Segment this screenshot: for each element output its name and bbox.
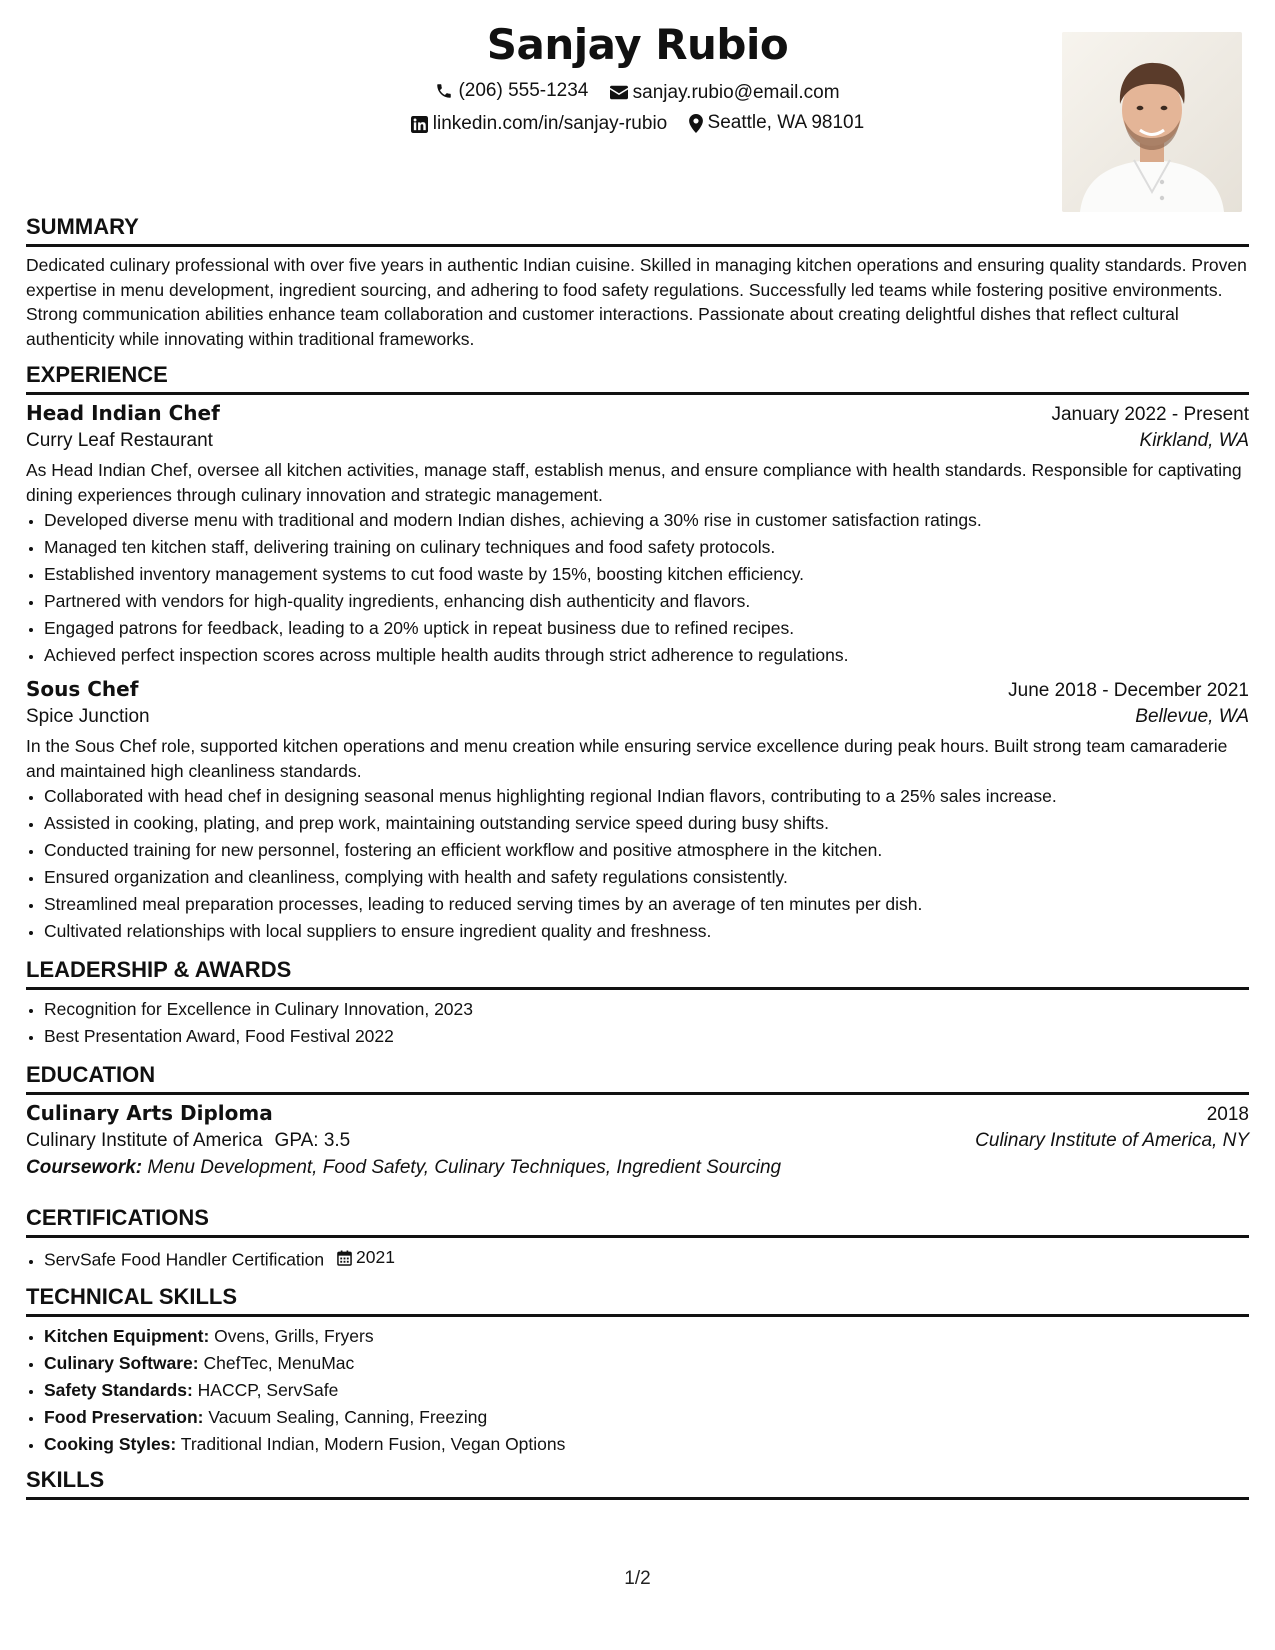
job-description: In the Sous Chef role, supported kitchen operations and menu creation while ensuring service excellence during peak hours. Built strong team camaraderie and maintained high cleanliness standards. [26,736,1228,781]
job-entry [26,401,1249,669]
list-item: • Streamlined meal preparation processes, leading to reduced serving times by an average of ten minutes per dish. [44,891,1249,918]
skill-label: Culinary Software: [44,1353,199,1373]
email-text: sanjay.rubio@email.com [632,81,840,103]
job-dates: January 2022 - Present [1051,404,1249,425]
skill-label: Cooking Styles: [44,1434,177,1454]
certification-date [337,1244,395,1271]
skills-heading: SKILLS [26,1467,1249,1500]
list-item: • Ensured organization and cleanliness, complying with health and safety regulations consistently. [44,864,1249,891]
job-company: Spice Junction [26,706,150,727]
job-entry [26,677,1249,945]
summary-section [26,214,1249,351]
location-text: Seattle, WA 98101 [707,112,865,133]
job-bullets [26,783,1249,945]
job-company-row [26,430,1249,452]
linkedin-icon [411,116,428,133]
skill-label: Kitchen Equipment: [44,1326,210,1346]
job-bullets [26,507,1249,669]
technical-skills-list [26,1323,1249,1458]
list-item: • Best Presentation Award, Food Festival 2022 [44,1023,1249,1050]
skill-value: ChefTec, MenuMac [203,1353,355,1373]
list-item: • Achieved perfect inspection scores across multiple health audits through strict adherence to regulations. [44,642,1249,669]
location-contact [689,112,865,134]
phone-contact [435,80,588,102]
certifications-heading: CERTIFICATIONS [26,1205,1249,1238]
summary-text: Dedicated culinary professional with over five years in authentic Indian cuisine. Skilled in managing kitchen operations and ensuring quality standards. Proven expertise in menu development, ingredient sourcing, and adhering to food safety regulations. Successfully led teams while fostering positive environments. Strong communication abilities enhance team collaboration and customer interactions. Passionate about creating delightful dishes that reflect cultural authenticity while innovating within traditional frameworks. [26,255,1247,349]
page-number: 1/2 [624,1568,651,1589]
profile-photo [1062,32,1242,212]
map-pin-icon [689,114,703,133]
certifications-list [26,1244,1249,1274]
envelope-icon [610,85,628,100]
skill-value: Ovens, Grills, Fryers [214,1326,374,1346]
job-company: Curry Leaf Restaurant [26,430,213,451]
list-item: • Established inventory management systems to cut food waste by 15%, boosting kitchen efficiency. [44,561,1249,588]
list-item [44,1323,1249,1350]
list-item: • Managed ten kitchen staff, delivering training on culinary techniques and food safety protocols. [44,534,1249,561]
job-description: As Head Indian Chef, oversee all kitchen activities, manage staff, establish menus, and ensure compliance with health standards. Responsible for captivating dining experiences through culinary innovation and strategic management. [26,460,1242,505]
job-location: Bellevue, WA [1135,706,1249,727]
technical-skills-heading: TECHNICAL SKILLS [26,1284,1249,1317]
certifications-section [26,1205,1249,1274]
phone-icon [435,82,453,100]
job-title-row [26,677,1249,702]
job-title: Sous Chef [26,677,139,701]
education-section [26,1062,1249,1179]
list-item [44,1350,1249,1377]
job-title: Head Indian Chef [26,401,220,425]
certification-year: 2021 [356,1247,395,1267]
school-info [26,1130,350,1152]
list-item: • Developed diverse menu with traditional and modern Indian dishes, achieving a 30% rise in customer satisfaction ratings. [44,507,1249,534]
list-item [44,1404,1249,1431]
education-title-row [26,1101,1249,1126]
summary-heading: SUMMARY [26,214,1249,247]
linkedin-text: linkedin.com/in/sanjay-rubio [432,113,668,134]
school-name: Culinary Institute of America [26,1130,263,1151]
list-item: • Engaged patrons for feedback, leading to a 20% uptick in repeat business due to refined recipes. [44,615,1249,642]
gpa: GPA: 3.5 [274,1130,351,1151]
experience-heading: EXPERIENCE [26,362,1249,395]
technical-skills-section [26,1284,1249,1458]
list-item [44,1431,1249,1458]
resume-header [26,0,1249,240]
graduation-year: 2018 [1206,1104,1249,1125]
certification-name: ServSafe Food Handler Certification [44,1249,325,1270]
coursework-label: Coursework: [26,1157,143,1178]
candidate-name: Sanjay Rubio [486,20,789,69]
skill-value: HACCP, ServSafe [197,1380,339,1400]
coursework-list: Menu Development, Food Safety, Culinary Techniques, Ingredient Sourcing [147,1157,782,1178]
skill-label: Food Preservation: [44,1407,204,1427]
education-heading: EDUCATION [26,1062,1249,1095]
awards-section [26,957,1249,1050]
list-item [44,1377,1249,1404]
awards-heading: LEADERSHIP & AWARDS [26,957,1249,990]
list-item: • Recognition for Excellence in Culinary Innovation, 2023 [44,996,1249,1023]
calendar-icon [337,1250,352,1266]
experience-section [26,362,1249,945]
phone-text: (206) 555-1234 [458,80,589,101]
school-location: Culinary Institute of America, NY [975,1130,1249,1151]
resume-page [26,0,1249,1650]
linkedin-contact[interactable] [411,113,667,135]
skill-value: Vacuum Sealing, Canning, Freezing [208,1407,488,1427]
list-item: • Collaborated with head chef in designing seasonal menus highlighting regional Indian flavors, contributing to a 25% sales increase. [44,783,1249,810]
list-item: • Partnered with vendors for high-quality ingredients, enhancing dish authenticity and flavors. [44,588,1249,615]
job-company-row [26,706,1249,728]
list-item: • Cultivated relationships with local suppliers to ensure ingredient quality and freshness. [44,918,1249,945]
coursework [26,1157,1249,1179]
awards-list [26,996,1249,1050]
job-location: Kirkland, WA [1139,430,1249,451]
skill-value: Traditional Indian, Modern Fusion, Vegan Options [180,1434,566,1454]
degree-name: Culinary Arts Diploma [26,1101,273,1125]
job-dates: June 2018 - December 2021 [1008,680,1249,701]
job-title-row [26,401,1249,426]
list-item: • Conducted training for new personnel, fostering an efficient workflow and positive atmosphere in the kitchen. [44,837,1249,864]
email-contact[interactable] [610,82,840,104]
skills-section [26,1467,1249,1500]
list-item [44,1244,1249,1274]
skill-label: Safety Standards: [44,1380,193,1400]
education-school-row [26,1130,1249,1152]
list-item: • Assisted in cooking, plating, and prep work, maintaining outstanding service speed during busy shifts. [44,810,1249,837]
